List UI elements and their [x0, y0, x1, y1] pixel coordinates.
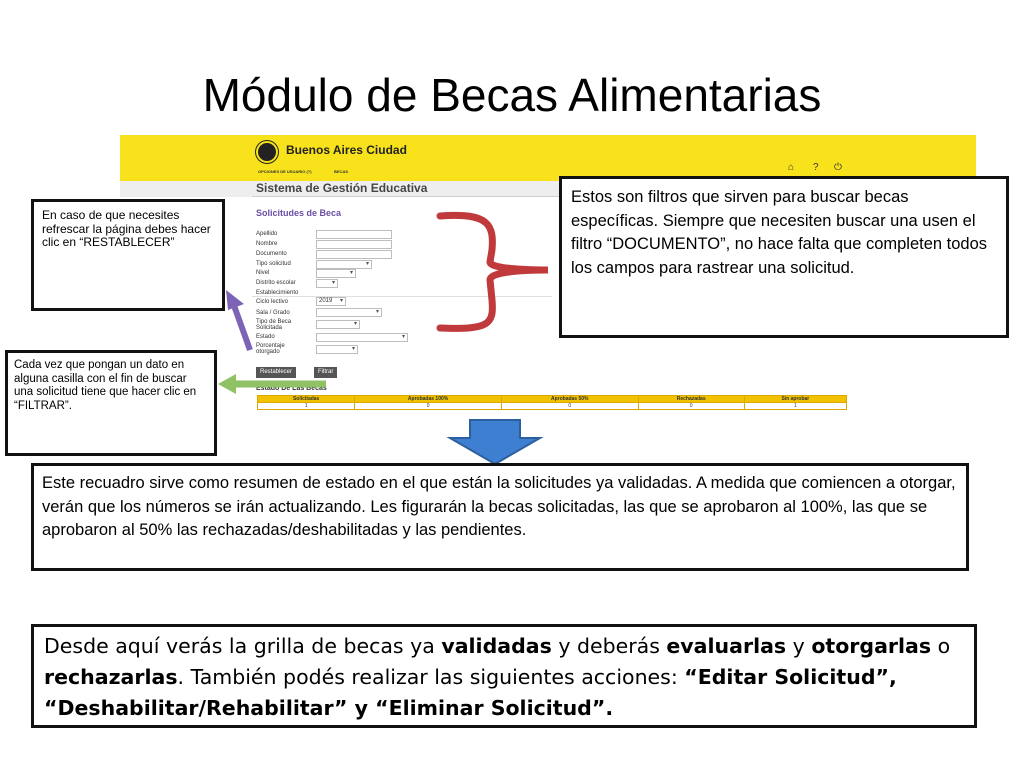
- header-solicitadas: Solicitadas: [258, 396, 355, 403]
- value-solicitadas: 1: [258, 403, 355, 410]
- header-sin-aprobar: Sin aprobar: [744, 396, 846, 403]
- value-aprobadas-50: 0: [501, 403, 638, 410]
- label-estado: Estado: [256, 334, 275, 340]
- value-sin-aprobar: 1: [744, 403, 846, 410]
- label-distrito: Distrito escolar: [256, 280, 296, 286]
- label-tipo-beca: Tipo de Beca Solicitada: [256, 319, 292, 331]
- home-icon[interactable]: ⌂: [788, 162, 795, 173]
- slide-title: Módulo de Becas Alimentarias: [202, 69, 822, 121]
- value-rechazadas: 0: [638, 403, 744, 410]
- callout-resumen: Este recuadro sirve como resumen de estado en el que están la solicitudes ya validadas. A medida que comiencen a otorgar, verán que los números se irán actualizando. Les figurarán la becas solicitadas, las que se aprobaron al 100%, las que se aprobaron al 50% las rechazadas/deshabilitadas y las pendientes.: [31, 463, 969, 571]
- grilla-text-4: o: [931, 634, 951, 658]
- section-title: Solicitudes de Beca: [256, 208, 342, 218]
- ciclo-select[interactable]: 2019 ▾: [316, 297, 346, 306]
- grilla-bold-acciones: “Editar Solicitud”, “Deshabilitar/Rehabilitar” y “Eliminar Solicitud”.: [44, 665, 897, 720]
- label-documento: Documento: [256, 251, 287, 257]
- header-aprobadas-100: Aprobadas 100%: [355, 396, 502, 403]
- grilla-text-1: Desde aquí verás la grilla de becas ya: [44, 634, 442, 658]
- restablecer-button[interactable]: Restablecer: [256, 367, 296, 378]
- blue-down-arrow: [450, 420, 540, 464]
- label-establecimiento: Establecimiento: [256, 290, 299, 296]
- callout-filtros: Estos son filtros que sirven para buscar becas específicas. Siempre que necesiten buscar una usen el filtro “DOCUMENTO”, no hace falta que completen todos los campos para rastrear una solicitud.: [559, 176, 1009, 338]
- label-nombre: Nombre: [256, 241, 278, 247]
- nav-user-options[interactable]: OPCIONES DE USUARIO (?): [258, 169, 312, 174]
- label-sala: Sala / Grado: [256, 310, 290, 316]
- header-aprobadas-50: Aprobadas 50%: [501, 396, 638, 403]
- purple-arrow: [232, 300, 250, 350]
- red-brace: [440, 215, 548, 328]
- grilla-text-5: . También podés realizar las siguientes acciones:: [177, 665, 685, 689]
- power-icon[interactable]: ⏻: [834, 162, 842, 173]
- grilla-text-2: y deberás: [551, 634, 667, 658]
- help-icon[interactable]: ?: [813, 162, 819, 173]
- label-ciclo: Ciclo lectivo: [256, 299, 289, 305]
- grilla-bold-evaluarlas: evaluarlas: [666, 634, 787, 658]
- grilla-bold-validadas: validadas: [441, 634, 552, 658]
- callout-grilla: [31, 624, 977, 728]
- callout-restablecer: En caso de que necesites refrescar la página debes hacer clic en “RESTABLECER”: [31, 199, 225, 311]
- header-rechazadas: Rechazadas: [638, 396, 744, 403]
- grilla-bold-rechazarlas: rechazarlas: [44, 665, 178, 689]
- grilla-bold-otorgarlas: otorgarlas: [811, 634, 932, 658]
- green-arrowhead: [218, 374, 236, 394]
- label-porcentaje: Porcentaje otorgado: [256, 343, 285, 355]
- filtrar-button[interactable]: Filtrar: [314, 367, 337, 378]
- purple-arrowhead: [226, 290, 244, 310]
- nav-becas[interactable]: BECAS: [334, 169, 349, 174]
- label-apellido: Apellido: [256, 231, 278, 237]
- value-aprobadas-100: 0: [355, 403, 502, 410]
- system-title: Sistema de Gestión Educativa: [256, 181, 428, 195]
- grilla-text-3: y: [786, 634, 812, 658]
- estado-title: Estado De Las Becas: [256, 385, 327, 392]
- label-nivel: Nivel: [256, 270, 270, 276]
- label-tipo-solicitud: Tipo solicitud: [256, 261, 291, 267]
- callout-filtrar: Cada vez que pongan un dato en alguna casilla con el fin de buscar una solicitud tiene que hacer clic en “FILTRAR”.: [5, 350, 217, 456]
- brand-name: Buenos Aires Ciudad: [286, 143, 407, 157]
